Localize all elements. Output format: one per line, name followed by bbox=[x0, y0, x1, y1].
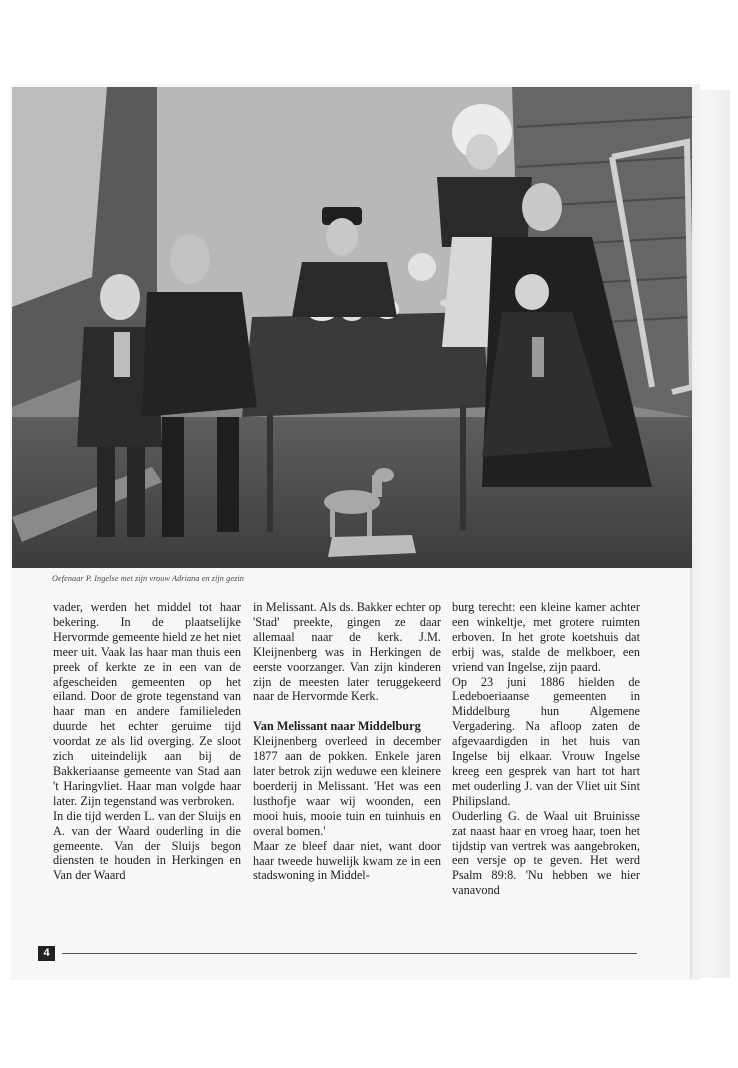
footer-rule bbox=[62, 953, 637, 954]
paragraph: In die tijd werden L. van der Sluijs en A. van der Waard ouderling in die gemeente. Van der Sluijs begon diensten te houden in Herkingen en Van der Waard bbox=[53, 808, 241, 883]
paragraph: vader, werden het middel tot haar bekering. In de plaatselijke Hervormde gemeente hield ze het niet meer uit. Vaak las haar man thuis een preek of kerkte ze in een van de afgescheiden gemeenten op het eiland. Door de grote tegenstand van haar man en andere familieleden duurde het echter geruime tijd voordat ze als lid overging. Ze sloot zich uiteindelijk aan bij de Bakkeriaanse gemeente van Stad aan 't Haringvliet. Haar man volgde haar later. Zijn tegenstand was verbroken. bbox=[53, 600, 241, 808]
family-photograph bbox=[12, 87, 692, 568]
section-heading: Van Melissant naar Middelburg bbox=[253, 719, 421, 734]
text-column-1 bbox=[53, 600, 241, 883]
paragraph: Maar ze bleef daar niet, want door haar tweede huwelijk kwam ze in een stadswoning in Middel- bbox=[253, 838, 441, 883]
photo-caption: Oefenaar P. Ingelse met zijn vrouw Adriana en zijn gezin bbox=[52, 574, 244, 583]
text-column-2 bbox=[253, 600, 441, 883]
page-edge bbox=[690, 90, 730, 978]
paragraph: Kleijnenberg overleed in december 1877 aan de pokken. Enkele jaren later betrok zijn weduwe een kleinere boerderij in Melissant. 'Het was een lusthofje waar wij woonden, een mooi huis, mooie tuin en tuinhuis en overal bomen.' bbox=[253, 734, 441, 838]
page-number: 4 bbox=[38, 946, 55, 961]
paragraph: Ouderling G. de Waal uit Bruinisse zat naast haar en vroeg haar, toen het tijdstip van vertrek was aangebroken, een versje op te geven. Het werd Psalm 89:8. 'Nu hebben we hier vanavond bbox=[452, 808, 640, 898]
text-column-3 bbox=[452, 600, 640, 898]
paragraph: burg terecht: een kleine kamer achter een winkeltje, met grotere ruimten erboven. In het grote koetshuis dat erbij was, stalde de melkboer, een vriend van Ingelse, zijn paard. bbox=[452, 600, 640, 674]
paragraph: Op 23 juni 1886 hielden de Ledeboeriaanse gemeenten in Middelburg hun Algemene Vergadering. Na afloop zaten de afgevaardigden in het huis van Ingelse bij elkaar. Vrouw Ingelse kreeg een gesprek van hart tot hart met ouderling J. van der Vliet uit Sint Philipsland. bbox=[452, 674, 640, 808]
paragraph: in Melissant. Als ds. Bakker echter op 'Stad' preekte, gingen ze daar allemaal naar de kerk. J.M. Kleijnenberg was in Herkingen de eerste voorzanger. Van zijn kinderen zijn de meesten later teruggekeerd naar de Hervormde Kerk. bbox=[253, 600, 441, 704]
